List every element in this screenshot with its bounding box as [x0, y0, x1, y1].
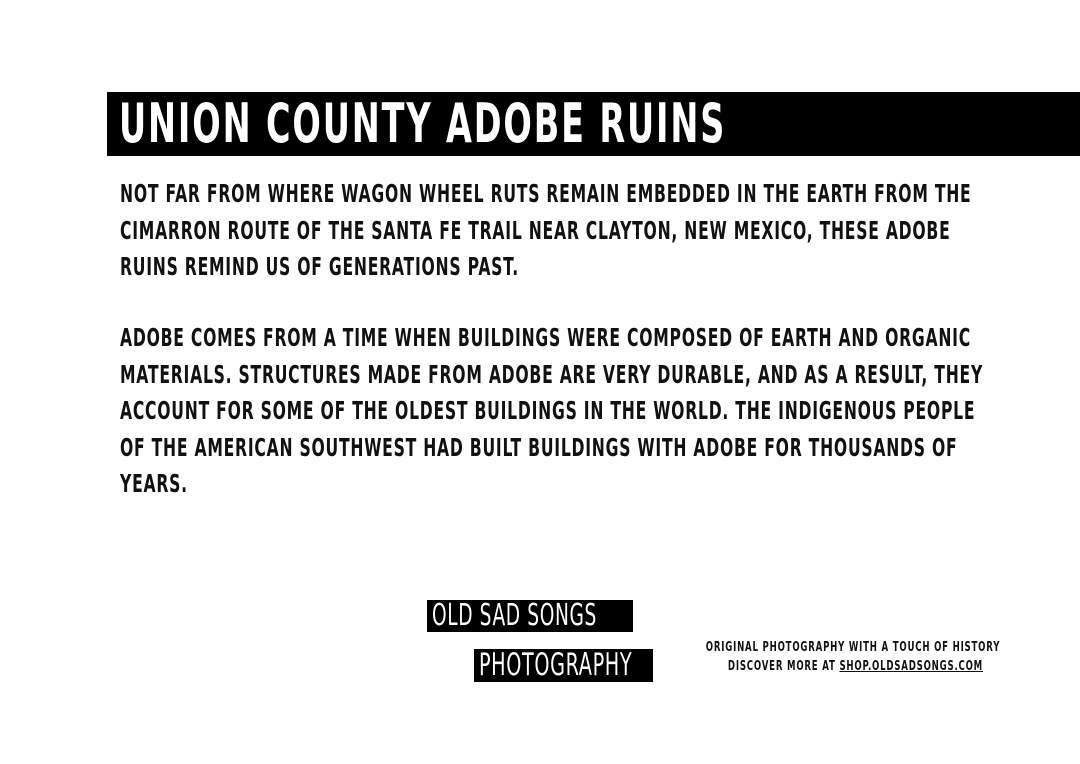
title-banner — [107, 92, 1080, 156]
footer-discover-line — [706, 657, 983, 676]
footer-tagline: ORIGINAL PHOTOGRAPHY WITH A TOUCH OF HISTORY — [705, 640, 1001, 655]
intro-paragraph: NOT FAR FROM WHERE WAGON WHEEL RUTS REMAIN EMBEDDED IN THE EARTH FROM THE CIMARRON ROUTE OF THE SANTA FE TRAIL NEAR CLAYTON, NEW MEXICO, THESE ADOBE RUINS REMIND US OF GENERATIONS PAST. — [120, 179, 972, 281]
adobe-history-paragraph: ADOBE COMES FROM A TIME WHEN BUILDINGS WERE COMPOSED OF EARTH AND ORGANIC MATERIALS. STRUCTURES MADE FROM ADOBE ARE VERY DURABLE, AND AS A RESULT, THEY ACCOUNT FOR SOME OF THE OLDEST BUILDINGS IN THE WORLD. THE INDIGENOUS PEOPLE OF THE AMERICAN SOUTHWEST HAD BUILT BUILDINGS WITH ADOBE FOR THOUSANDS OF YEARS. — [120, 323, 984, 498]
footer-discover-prefix: DISCOVER MORE AT — [727, 659, 840, 674]
page-title: UNION COUNTY ADOBE RUINS — [119, 92, 727, 155]
footer-info — [563, 638, 1001, 676]
logo-line2-text: PHOTOGRAPHY — [478, 649, 633, 682]
shop-link[interactable]: SHOP.OLDSADSONGS.COM — [839, 659, 983, 674]
logo-line1-text: OLD SAD SONGS — [431, 600, 597, 632]
logo-line1-box — [427, 600, 633, 632]
